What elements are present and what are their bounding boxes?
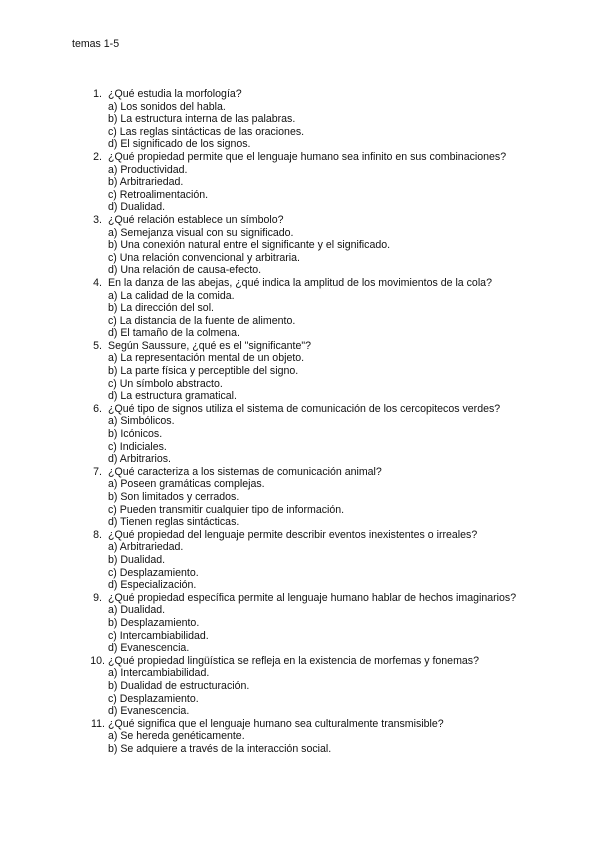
answer-option: a) Simbólicos. <box>108 415 175 428</box>
question-number: 10. <box>90 654 105 667</box>
question-number: 7. <box>93 465 102 478</box>
question-item <box>0 592 528 655</box>
question-number: 1. <box>93 88 102 100</box>
answer-options <box>108 478 528 528</box>
answer-option: b) Arbitrariedad. <box>108 176 184 189</box>
question-item <box>0 403 528 466</box>
answer-option: c) Un símbolo abstracto. <box>108 377 223 390</box>
answer-options <box>108 541 528 591</box>
answer-option: c) Una relación convencional y arbitraria. <box>108 251 300 264</box>
answer-option: b) La dirección del sol. <box>108 302 214 315</box>
answer-option: a) Poseen gramáticas complejas. <box>108 478 265 491</box>
question-item <box>0 466 528 529</box>
answer-option: a) Se hereda genéticamente. <box>108 730 245 743</box>
answer-option: a) La representación mental de un objeto. <box>108 352 305 365</box>
answer-option: d) El tamaño de la colmena. <box>108 327 240 340</box>
answer-option: d) Dualidad. <box>108 201 166 214</box>
answer-option: c) Intercambiabilidad. <box>108 629 209 642</box>
answer-option: c) Indiciales. <box>108 440 167 453</box>
answer-options <box>108 227 528 277</box>
answer-option: c) Las reglas sintácticas de las oraciones. <box>108 125 305 138</box>
answer-option: d) El significado de los signos. <box>108 138 251 151</box>
answer-option: a) Arbitrariedad. <box>108 541 184 554</box>
question-item <box>0 88 528 151</box>
answer-option: d) Tienen reglas sintácticas. <box>108 516 240 529</box>
answer-options <box>108 352 528 402</box>
question-text: ¿Qué propiedad lingüística se refleja en la existencia de morfemas y fonemas? <box>108 654 479 667</box>
answer-option: c) Desplazamiento. <box>108 692 199 705</box>
answer-option: a) Los sonidos del habla. <box>108 100 226 113</box>
answer-options <box>108 667 528 717</box>
answer-option: c) La distancia de la fuente de alimento. <box>108 314 296 327</box>
question-text: ¿Qué tipo de signos utiliza el sistema de comunicación de los cercopitecos verdes? <box>108 402 501 415</box>
answer-options <box>108 290 528 340</box>
answer-option: b) La parte física y perceptible del signo. <box>108 365 299 378</box>
answer-options <box>108 415 528 465</box>
question-text: ¿Qué estudia la morfología? <box>108 88 242 100</box>
question-number: 2. <box>93 150 102 163</box>
answer-options <box>108 164 528 214</box>
question-text: ¿Qué propiedad permite que el lenguaje humano sea infinito en sus combinaciones? <box>108 150 507 163</box>
question-number: 8. <box>93 528 102 541</box>
answer-option: d) Una relación de causa-efecto. <box>108 264 262 277</box>
answer-option: a) Intercambiabilidad. <box>108 667 210 680</box>
answer-option: a) Productividad. <box>108 163 188 176</box>
answer-option: b) Dualidad de estructuración. <box>108 679 250 692</box>
document-title: temas 1-5 <box>72 38 120 50</box>
question-list <box>0 88 600 755</box>
answer-option: a) Semejanza visual con su significado. <box>108 226 294 239</box>
answer-option: b) Desplazamiento. <box>108 616 200 629</box>
answer-option: d) Especialización. <box>108 579 197 592</box>
question-text: ¿Qué significa que el lenguaje humano sea culturalmente transmisible? <box>108 717 444 730</box>
question-item <box>0 151 528 214</box>
question-item <box>0 214 528 277</box>
answer-option: b) Se adquiere a través de la interacción social. <box>108 742 332 755</box>
question-number: 11. <box>91 717 105 730</box>
question-text: ¿Qué caracteriza a los sistemas de comunicación animal? <box>108 465 382 478</box>
question-item <box>0 718 528 756</box>
question-text: ¿Qué relación establece un símbolo? <box>108 213 284 226</box>
question-number: 4. <box>93 276 102 289</box>
question-text: En la danza de las abejas, ¿qué indica la amplitud de los movimientos de la cola? <box>108 276 492 289</box>
answer-option: b) La estructura interna de las palabras. <box>108 113 296 126</box>
question-number: 5. <box>93 339 102 352</box>
answer-option: b) Dualidad. <box>108 553 166 566</box>
answer-option: a) La calidad de la comida. <box>108 289 235 302</box>
answer-options <box>108 604 528 654</box>
question-number: 3. <box>93 213 102 226</box>
answer-option: b) Son limitados y cerrados. <box>108 491 240 503</box>
answer-option: b) Una conexión natural entre el significante y el significado. <box>108 239 391 252</box>
answer-option: c) Pueden transmitir cualquier tipo de información. <box>108 503 345 516</box>
question-number: 9. <box>93 591 102 604</box>
answer-option: d) Evanescencia. <box>108 705 190 718</box>
question-item <box>0 655 528 718</box>
question-text: Según Saussure, ¿qué es el "significante"? <box>108 339 312 352</box>
question-text: ¿Qué propiedad específica permite al lenguaje humano hablar de hechos imaginarios? <box>108 591 517 604</box>
answer-option: a) Dualidad. <box>108 604 166 617</box>
answer-option: b) Icónicos. <box>108 428 163 441</box>
answer-option: c) Desplazamiento. <box>108 566 199 579</box>
answer-option: d) La estructura gramatical. <box>108 390 237 403</box>
answer-options <box>108 730 528 755</box>
answer-option: c) Retroalimentación. <box>108 188 209 201</box>
question-text: ¿Qué propiedad del lenguaje permite describir eventos inexistentes o irreales? <box>108 528 478 541</box>
question-item <box>0 340 528 403</box>
question-number: 6. <box>93 402 102 415</box>
question-item <box>0 277 528 340</box>
question-item <box>0 529 528 592</box>
answer-option: d) Arbitrarios. <box>108 453 171 466</box>
answer-option: d) Evanescencia. <box>108 642 190 655</box>
answer-options <box>108 101 528 151</box>
